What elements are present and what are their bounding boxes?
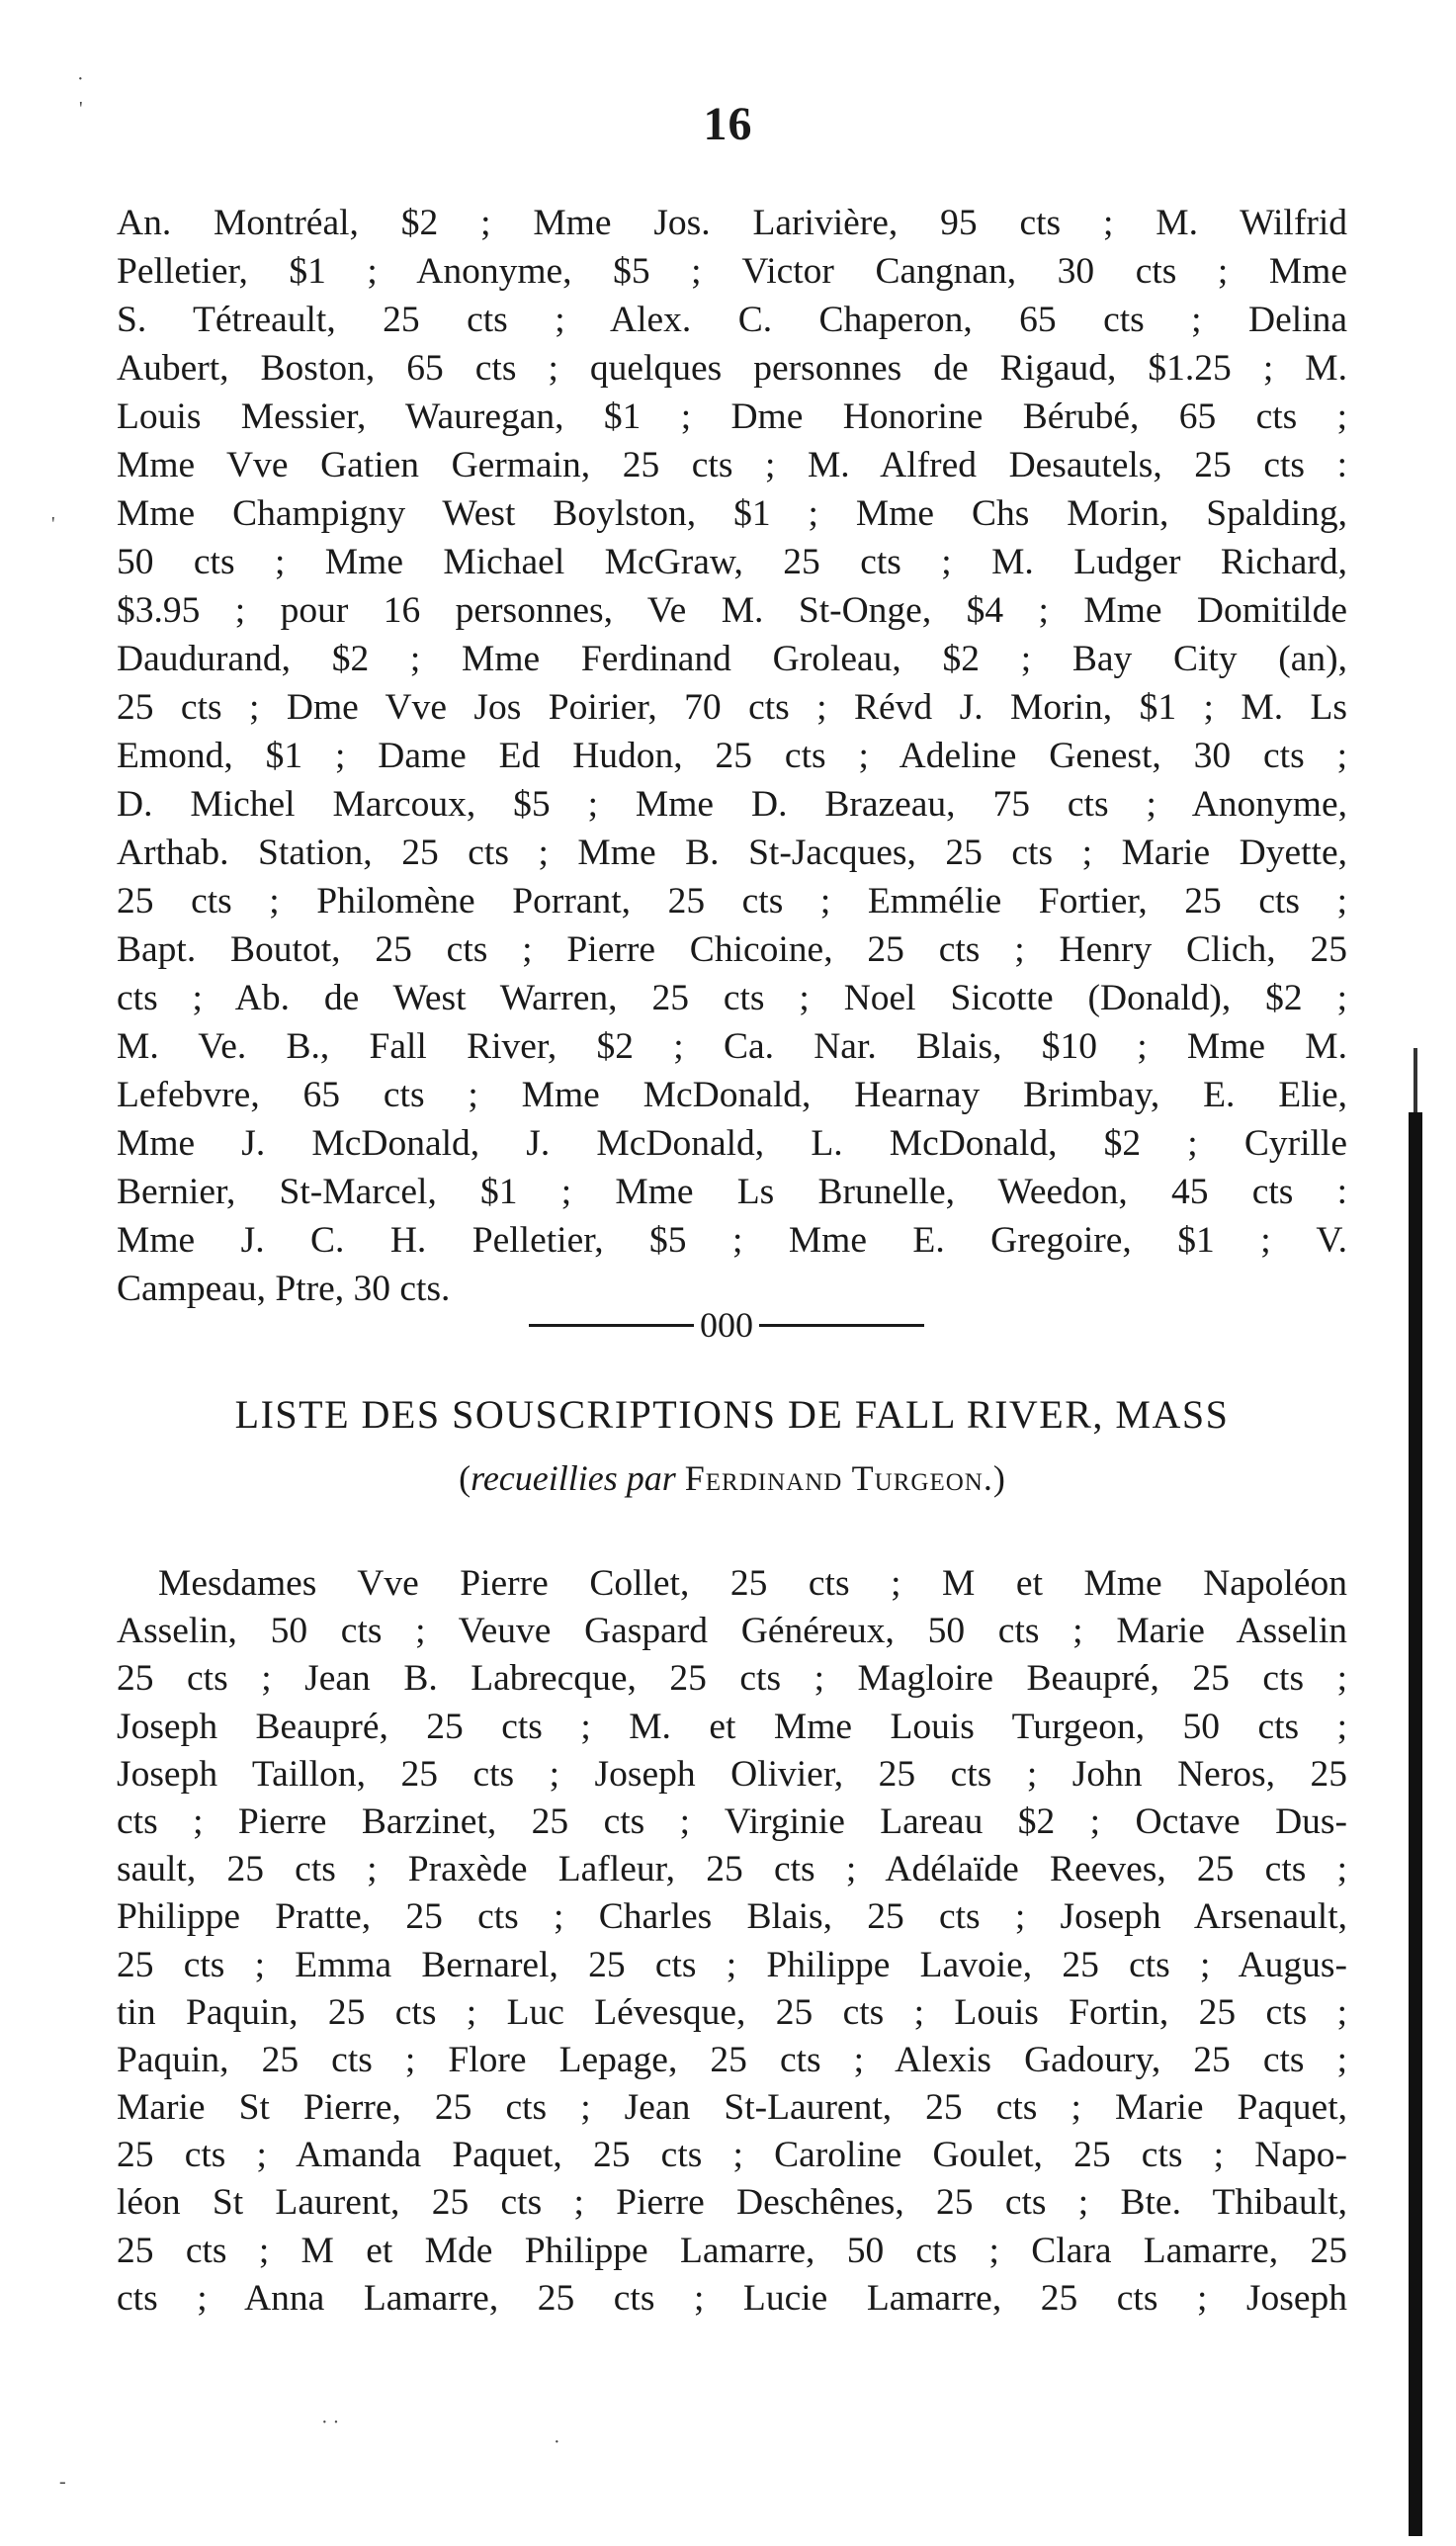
text-line: sault, 25 cts ; Praxède Lafleur, 25 cts ; Adélaïde Reeves, 25 cts ; — [117, 1849, 1347, 1890]
separator-rule-left — [529, 1324, 694, 1327]
text-line: $3.95 ; pour 16 personnes, Ve M. St-Onge, $4 ; Mme Domitilde — [117, 590, 1347, 631]
scan-speck: · · — [321, 2412, 340, 2433]
text-line: Daudurand, $2 ; Mme Ferdinand Groleau, $2 ; Bay City (an), — [117, 639, 1347, 679]
text-line: 50 cts ; Mme Michael McGraw, 25 cts ; M. Ludger Richard, — [117, 542, 1347, 582]
scan-speck: ' — [51, 513, 55, 535]
text-line: S. Tétreault, 25 cts ; Alex. C. Chaperon, 65 cts ; Delina — [117, 300, 1347, 340]
section-subheading — [117, 1453, 1347, 1503]
subheading-collected-by: recueillies par — [471, 1458, 676, 1498]
scan-speck: - — [59, 2471, 66, 2493]
scan-speck: ' — [79, 98, 83, 120]
text-line: Aubert, Boston, 65 cts ; quelques personnes de Rigaud, $1.25 ; M. — [117, 348, 1347, 389]
text-line: Emond, $1 ; Dame Ed Hudon, 25 cts ; Adeline Genest, 30 cts ; — [117, 736, 1347, 776]
text-line: Marie St Pierre, 25 cts ; Jean St-Laurent, 25 cts ; Marie Paquet, — [117, 2087, 1347, 2129]
text-line: léon St Laurent, 25 cts ; Pierre Deschênes, 25 cts ; Bte. Thibault, — [117, 2182, 1347, 2224]
text-line: cts ; Ab. de West Warren, 25 cts ; Noel Sicotte (Donald), $2 ; — [117, 978, 1347, 1018]
text-line: Mme Vve Gatien Germain, 25 cts ; M. Alfred Desautels, 25 cts : — [117, 445, 1347, 485]
section-heading: LISTE DES SOUSCRIPTIONS DE FALL RIVER, MASS — [234, 1392, 1230, 1437]
text-line: Bapt. Boutot, 25 cts ; Pierre Chicoine, 25 cts ; Henry Clich, 25 — [117, 929, 1347, 970]
text-line: Mme J. C. H. Pelletier, $5 ; Mme E. Gregoire, $1 ; V. — [117, 1220, 1347, 1261]
text-line: Arthab. Station, 25 cts ; Mme B. St-Jacques, 25 cts ; Marie Dyette, — [117, 833, 1347, 873]
text-line: An. Montréal, $2 ; Mme Jos. Larivière, 95 cts ; M. Wilfrid — [117, 203, 1347, 243]
text-line: 25 cts ; Jean B. Labrecque, 25 cts ; Magloire Beaupré, 25 cts ; — [117, 1658, 1347, 1700]
subheading-close-paren: ) — [992, 1458, 1005, 1498]
section-separator — [529, 1300, 924, 1350]
text-line: Mme Champigny West Boylston, $1 ; Mme Chs Morin, Spalding, — [117, 493, 1347, 534]
fall-river-subscription-paragraph — [117, 1560, 1347, 2323]
text-line: Campeau, Ptre, 30 cts. — [117, 1269, 451, 1309]
donation-list-paragraph — [117, 199, 1347, 1313]
subheading-open-paren: ( — [459, 1458, 471, 1498]
text-line: M. Ve. B., Fall River, $2 ; Ca. Nar. Blais, $10 ; Mme M. — [117, 1026, 1347, 1067]
text-line: Mme J. McDonald, J. McDonald, L. McDonald, $2 ; Cyrille — [117, 1123, 1347, 1164]
text-line: Asselin, 50 cts ; Veuve Gaspard Généreux, 50 cts ; Marie Asselin — [117, 1611, 1347, 1652]
page-number: 16 — [703, 98, 753, 150]
text-line: D. Michel Marcoux, $5 ; Mme D. Brazeau, 75 cts ; Anonyme, — [117, 784, 1347, 825]
text-line: Louis Messier, Wauregan, $1 ; Dme Honorine Bérubé, 65 cts ; — [117, 396, 1347, 437]
text-line: Mesdames Vve Pierre Collet, 25 cts ; M et Mme Napoléon — [158, 1563, 1347, 1604]
text-line: 25 cts ; Amanda Paquet, 25 cts ; Caroline Goulet, 25 cts ; Napo- — [117, 2135, 1347, 2176]
text-line: cts ; Anna Lamarre, 25 cts ; Lucie Lamarre, 25 cts ; Joseph — [117, 2277, 1347, 2319]
text-line: 25 cts ; M et Mde Philippe Lamarre, 50 cts ; Clara Lamarre, 25 — [117, 2230, 1347, 2271]
scan-speck: · — [554, 2431, 560, 2453]
text-line: Bernier, St-Marcel, $1 ; Mme Ls Brunelle, Weedon, 45 cts : — [117, 1172, 1347, 1212]
subheading-collector-name: Ferdinand Turgeon. — [684, 1458, 993, 1498]
separator-mark: 000 — [700, 1305, 753, 1345]
text-line: Pelletier, $1 ; Anonyme, $5 ; Victor Cangnan, 30 cts ; Mme — [117, 251, 1347, 292]
scan-speck: · — [77, 68, 84, 90]
text-line: cts ; Pierre Barzinet, 25 cts ; Virginie Lareau $2 ; Octave Dus- — [117, 1800, 1347, 1842]
text-line: 25 cts ; Philomène Porrant, 25 cts ; Emmélie Fortier, 25 cts ; — [117, 881, 1347, 922]
text-line: Philippe Pratte, 25 cts ; Charles Blais, 25 cts ; Joseph Arsenault, — [117, 1896, 1347, 1938]
text-line: 25 cts ; Dme Vve Jos Poirier, 70 cts ; Révd J. Morin, $1 ; M. Ls — [117, 687, 1347, 728]
text-line: Lefebvre, 65 cts ; Mme McDonald, Hearnay Brimbay, E. Elie, — [117, 1075, 1347, 1115]
text-line: 25 cts ; Emma Bernarel, 25 cts ; Philippe Lavoie, 25 cts ; Augus- — [117, 1944, 1347, 1985]
text-line: Joseph Beaupré, 25 cts ; M. et Mme Louis Turgeon, 50 cts ; — [117, 1706, 1347, 1747]
scan-edge-mark — [1413, 1048, 1417, 1112]
text-line: Joseph Taillon, 25 cts ; Joseph Olivier, 25 cts ; John Neros, 25 — [117, 1753, 1347, 1795]
scan-edge-bar — [1409, 1112, 1422, 2536]
text-line: Paquin, 25 cts ; Flore Lepage, 25 cts ; Alexis Gadoury, 25 cts ; — [117, 2039, 1347, 2080]
text-line: tin Paquin, 25 cts ; Luc Lévesque, 25 cts ; Louis Fortin, 25 cts ; — [117, 1991, 1347, 2033]
separator-rule-right — [759, 1324, 924, 1327]
